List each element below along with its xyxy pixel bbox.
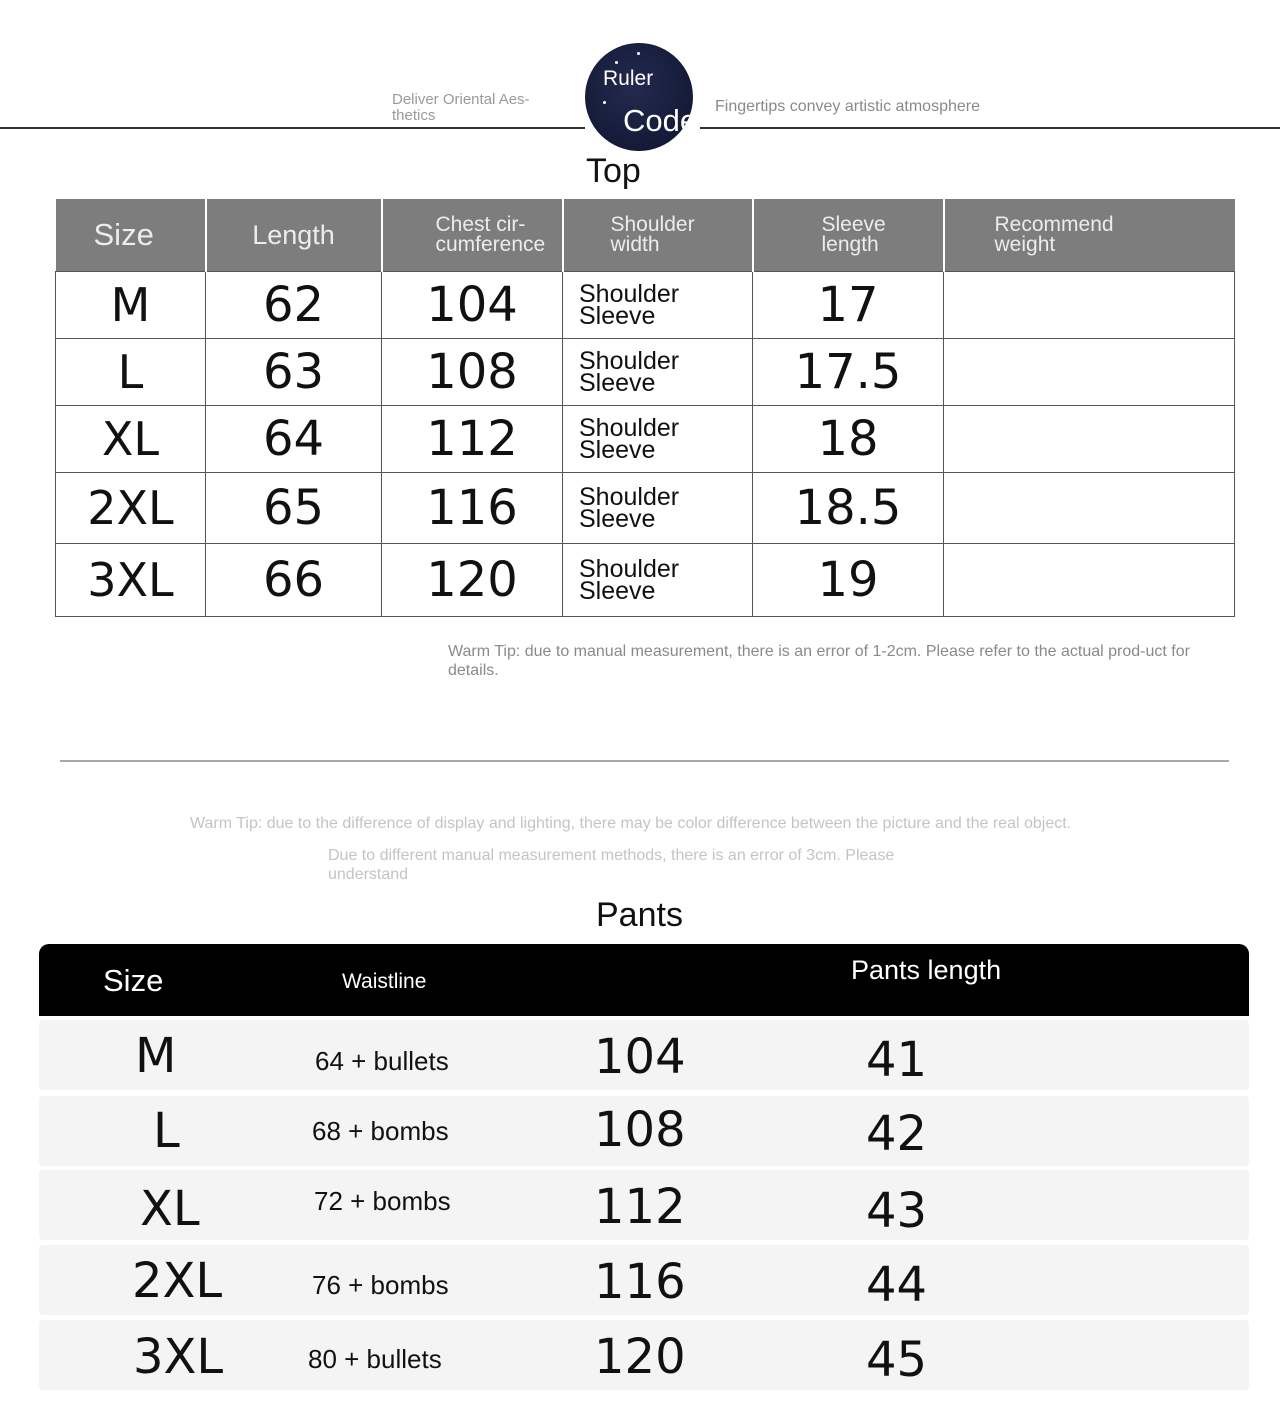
pants-table-row: [39, 1020, 1249, 1090]
section-divider: [60, 760, 1229, 762]
size-cell: 3XL: [56, 544, 206, 617]
pants-table-header: [39, 944, 1249, 1016]
pants-table-row: [39, 1170, 1249, 1240]
sleeve-cell: 17.5: [753, 339, 944, 406]
length-cell: 62: [206, 272, 382, 339]
pants-length-cell: 44: [866, 1257, 928, 1313]
chest-cell: 120: [382, 544, 563, 617]
pants-col-header-size: Size: [103, 963, 164, 998]
pants-size-cell: M: [135, 1028, 177, 1084]
pants-waist-cell: 68 + bombs: [312, 1116, 449, 1146]
header-rule-left: [0, 127, 585, 129]
pants-size-cell: L: [153, 1103, 180, 1159]
sleeve-cell: 19: [753, 544, 944, 617]
col-header-shoulder: Shoulder width: [563, 199, 753, 272]
col-header-chest: Chest cir-cumference: [382, 199, 563, 272]
col-header-length: Length: [206, 199, 382, 272]
tagline-left: Deliver Oriental Aes-thetics: [392, 91, 530, 124]
table-row: [56, 473, 1235, 544]
pants-chest-cell: 104: [594, 1029, 686, 1085]
weight-cell: [944, 544, 1235, 617]
pants-waist-cell: 76 + bombs: [312, 1270, 449, 1300]
seal-text-ruler: Ruler: [603, 67, 654, 90]
size-cell: XL: [56, 406, 206, 473]
size-cell: L: [56, 339, 206, 406]
pants-chest-cell: 120: [594, 1329, 686, 1385]
weight-cell: [944, 272, 1235, 339]
pants-waist-cell: 80 + bullets: [308, 1344, 442, 1374]
shoulder-cell: Shoulder Sleeve: [563, 406, 753, 473]
warm-tip-color: Warm Tip: due to the difference of display and lighting, there may be color difference between the picture and the real object.: [190, 815, 1072, 832]
pants-table-row: [39, 1096, 1249, 1166]
length-cell: 64: [206, 406, 382, 473]
weight-cell: [944, 406, 1235, 473]
warm-tip-measurement: Warm Tip: due to manual measurement, there is an error of 1-2cm. Please refer to the actual prod-uct for details.: [448, 643, 1190, 679]
sleeve-cell: 17: [753, 272, 944, 339]
pants-table-row: [39, 1320, 1249, 1390]
pants-size-cell: 3XL: [133, 1329, 224, 1385]
pants-size-cell: XL: [140, 1181, 200, 1237]
size-cell: 2XL: [56, 473, 206, 544]
pants-waist-cell: 72 + bombs: [314, 1186, 451, 1216]
tagline-right: Fingertips convey artistic atmosphere: [715, 98, 980, 115]
col-header-sleeve: Sleeve length: [753, 199, 944, 272]
pants-section-title: Pants: [596, 896, 683, 934]
top-section-title: Top: [586, 152, 641, 190]
shoulder-cell: Shoulder Sleeve: [563, 544, 753, 617]
seal-text-code: Code: [623, 103, 698, 138]
chest-cell: 108: [382, 339, 563, 406]
table-row: [56, 339, 1235, 406]
pants-chest-cell: 112: [594, 1179, 686, 1235]
pants-length-cell: 41: [866, 1032, 928, 1088]
length-cell: 66: [206, 544, 382, 617]
table-row: [56, 272, 1235, 339]
top-size-table: [55, 199, 1235, 617]
ruler-code-seal-logo: [585, 43, 698, 151]
pants-table-row: [39, 1245, 1249, 1315]
pants-col-header-waistline: Waistline: [342, 970, 427, 993]
length-cell: 63: [206, 339, 382, 406]
chest-cell: 104: [382, 272, 563, 339]
weight-cell: [944, 339, 1235, 406]
shoulder-cell: Shoulder Sleeve: [563, 473, 753, 544]
pants-length-cell: 45: [866, 1332, 928, 1388]
header-rule-right: [700, 127, 1280, 129]
weight-cell: [944, 473, 1235, 544]
shoulder-cell: Shoulder Sleeve: [563, 272, 753, 339]
pants-size-cell: 2XL: [132, 1253, 223, 1309]
col-header-size: Size: [56, 199, 206, 272]
top-table-header-row: [56, 199, 1235, 272]
sleeve-cell: 18.5: [753, 473, 944, 544]
pants-length-cell: 43: [866, 1183, 928, 1239]
table-row: [56, 406, 1235, 473]
length-cell: 65: [206, 473, 382, 544]
pants-chest-cell: 108: [594, 1102, 686, 1158]
table-row: [56, 544, 1235, 617]
sleeve-cell: 18: [753, 406, 944, 473]
pants-col-header-length: Pants length: [851, 955, 1002, 985]
chest-cell: 112: [382, 406, 563, 473]
pants-chest-cell: 116: [594, 1254, 686, 1310]
pants-length-cell: 42: [866, 1106, 928, 1162]
size-cell: M: [56, 272, 206, 339]
col-header-weight: Recommend weight: [944, 199, 1235, 272]
pants-waist-cell: 64 + bullets: [315, 1046, 449, 1076]
chest-cell: 116: [382, 473, 563, 544]
measurement-note: Due to different manual measurement methods, there is an error of 3cm. Please understand: [328, 847, 895, 883]
shoulder-cell: Shoulder Sleeve: [563, 339, 753, 406]
